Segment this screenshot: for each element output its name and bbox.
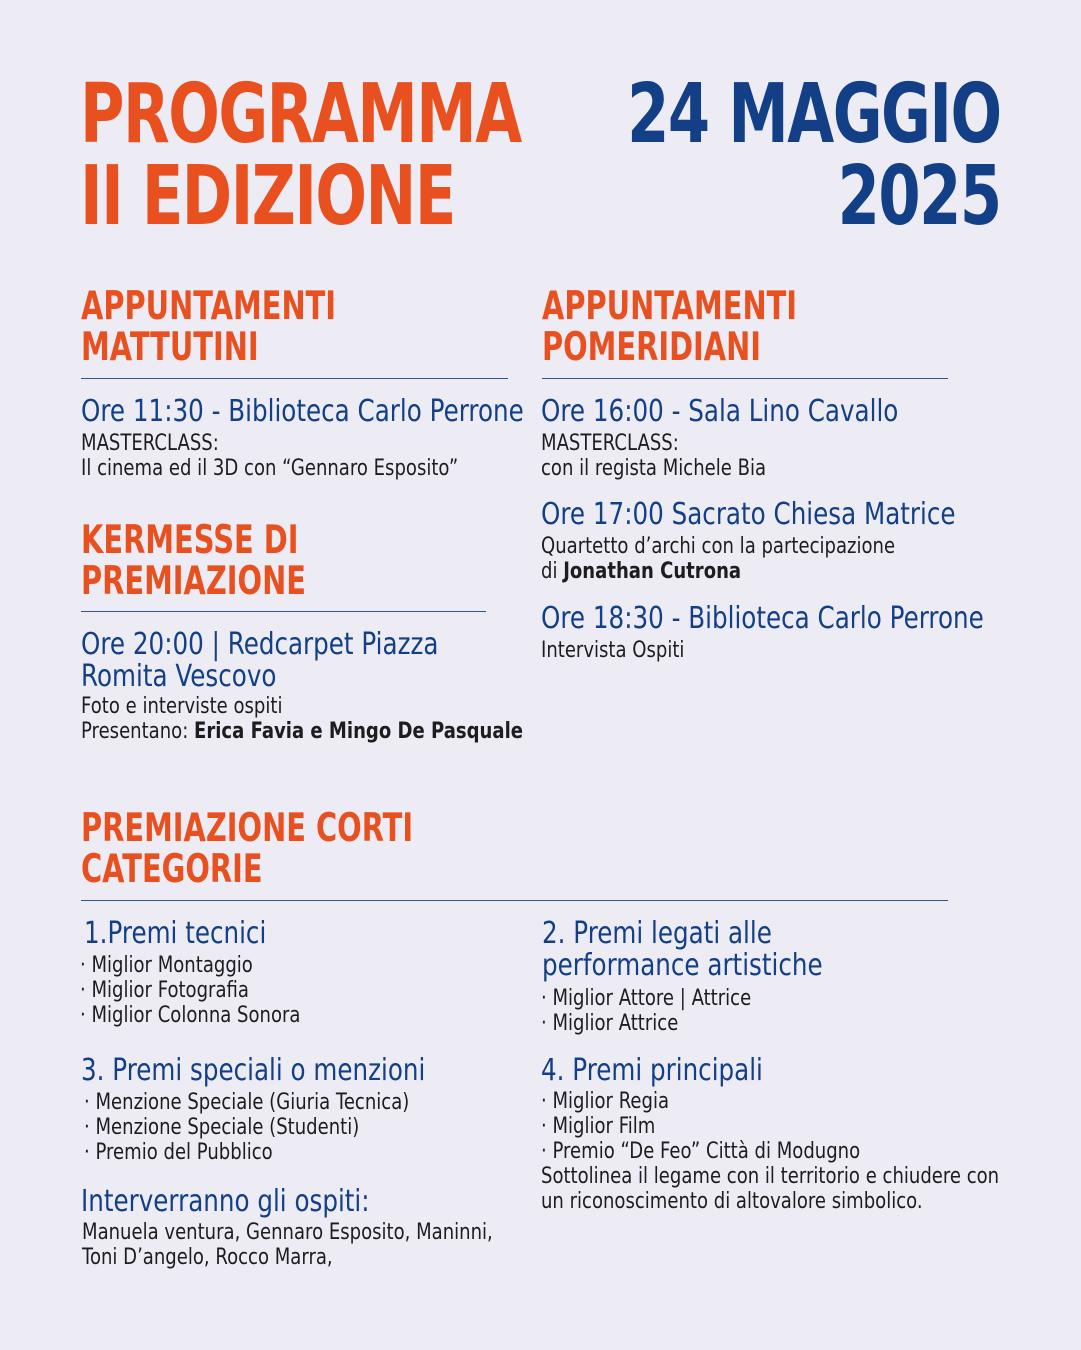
cat-4-title: 4. Premi principali	[541, 1053, 763, 1088]
cat-4-note-line-2: un riconoscimento di altovalore simbolico.	[541, 1189, 923, 1214]
cat-3-title: 3. Premi speciali o menzioni	[81, 1053, 426, 1088]
guests-list	[82, 1220, 493, 1270]
guests-title: Interverranno gli ospiti:	[81, 1184, 370, 1219]
morning-divider	[81, 378, 508, 379]
morning-event-desc: Il cinema ed il 3D con “Gennaro Esposito”	[81, 456, 459, 481]
morning-heading	[81, 286, 336, 368]
cat-3-list	[84, 1090, 409, 1165]
kermesse-event-desc: Foto e interviste ospiti	[81, 694, 283, 719]
afternoon-event-2-title: Ore 17:00 Sacrato Chiesa Matrice	[541, 497, 956, 532]
presenters-names: Erica Favia e Mingo De Pasquale	[194, 719, 523, 744]
presenters-label: Presentano:	[81, 719, 195, 744]
guests-line-2: Toni D’angelo, Rocco Marra,	[82, 1245, 333, 1270]
morning-event-title: Ore 11:30 - Biblioteca Carlo Perrone	[81, 394, 524, 429]
kermesse-divider	[81, 611, 486, 612]
afternoon-event-1-kind: MASTERCLASS:	[541, 431, 679, 456]
list-item: · Menzione Speciale (Giuria Tecnica)	[84, 1090, 410, 1115]
afternoon-divider	[542, 378, 948, 379]
list-item: · Menzione Speciale (Studenti)	[84, 1115, 360, 1140]
cat-2-title-line-2: performance artistiche	[542, 948, 823, 983]
kermesse-heading-line-1: KERMESSE DI	[81, 518, 299, 563]
list-item: · Miglior Colonna Sonora	[80, 1003, 301, 1028]
date-line-1: 24 MAGGIO	[627, 67, 1001, 162]
list-item: · Miglior Fotografia	[80, 978, 249, 1003]
afternoon-heading-line-2: POMERIDIANI	[542, 325, 762, 370]
cat-2-list	[541, 986, 751, 1036]
kermesse-presenters	[81, 719, 523, 744]
list-item: · Miglior Film	[541, 1114, 656, 1139]
title-line-2: II EDIZIONE	[80, 149, 455, 244]
afternoon-event-3-title: Ore 18:30 - Biblioteca Carlo Perrone	[541, 601, 984, 636]
list-item: · Miglior Montaggio	[80, 953, 253, 978]
afternoon-heading	[542, 286, 797, 368]
guests-line-1: Manuela ventura, Gennaro Esposito, Maninni,	[82, 1220, 493, 1245]
list-item: · Premio del Pubblico	[84, 1140, 273, 1165]
cat-1-list	[80, 953, 300, 1028]
awards-divider	[81, 900, 948, 901]
kermesse-event-title	[81, 629, 438, 693]
awards-heading-line-2: CATEGORIE	[81, 847, 263, 892]
cat-2-title-line-1: 2. Premi legati alle	[542, 916, 772, 951]
kermesse-event-title-line-2: Romita Vescovo	[81, 659, 277, 694]
event-date	[627, 67, 1001, 244]
cat-4-note-line-1: Sottolinea il legame con il territorio e chiudere con	[541, 1164, 1000, 1189]
list-item: · Miglior Regia	[541, 1089, 670, 1114]
page-title	[80, 67, 521, 244]
guest-name: Jonathan Cutrona	[563, 559, 742, 584]
kermesse-heading	[81, 520, 306, 602]
awards-heading	[81, 808, 413, 890]
title-line-1: PROGRAMMA	[80, 67, 521, 162]
afternoon-event-1-desc: con il regista Michele Bia	[541, 456, 767, 481]
afternoon-event-3-desc: Intervista Ospiti	[541, 638, 685, 663]
list-item: · Premio “De Feo” Città di Modugno	[541, 1139, 861, 1164]
afternoon-event-2-desc: Quartetto d’archi con la partecipazione	[541, 534, 896, 559]
cat-4-list	[541, 1089, 860, 1164]
afternoon-heading-line-1: APPUNTAMENTI	[542, 284, 798, 329]
morning-event-kind: MASTERCLASS:	[81, 431, 219, 456]
list-item: · Miglior Attore | Attrice	[541, 986, 752, 1011]
awards-heading-line-1: PREMIAZIONE CORTI	[81, 806, 414, 851]
list-item: · Miglior Attrice	[541, 1011, 679, 1036]
afternoon-event-1-title: Ore 16:00 - Sala Lino Cavallo	[541, 394, 899, 429]
cat-4-note	[541, 1164, 999, 1214]
morning-heading-line-1: APPUNTAMENTI	[81, 284, 337, 329]
morning-heading-line-2: MATTUTINI	[81, 325, 259, 370]
guest-prefix: di	[541, 559, 564, 584]
kermesse-heading-line-2: PREMIAZIONE	[81, 559, 306, 604]
cat-1-title: 1.Premi tecnici	[84, 916, 267, 951]
date-line-2: 2025	[838, 149, 1001, 244]
kermesse-event-title-line-1: Ore 20:00 | Redcarpet Piazza	[81, 627, 439, 662]
cat-2-title	[542, 918, 823, 982]
afternoon-event-2-guest	[541, 559, 741, 584]
